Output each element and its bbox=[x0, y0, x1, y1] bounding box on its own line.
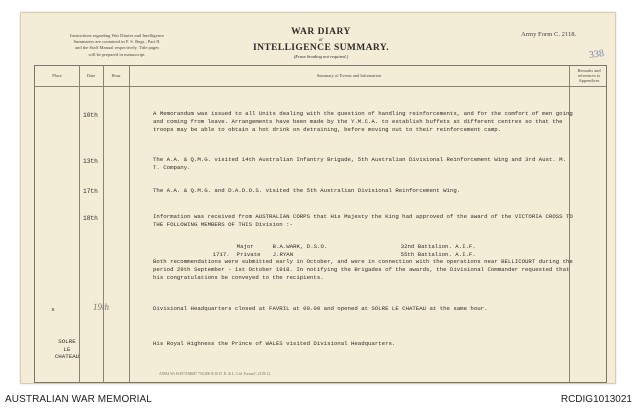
diary-title bbox=[221, 27, 421, 59]
title-or: or bbox=[318, 38, 324, 43]
award-number: 1717. bbox=[212, 251, 230, 258]
entry-date: 10th bbox=[83, 112, 98, 119]
folio-stamp: 338 bbox=[588, 48, 605, 61]
entry-date: 13th bbox=[83, 158, 98, 165]
place-line: SOLRE bbox=[58, 338, 76, 345]
instructions-line: will be prepared in manuscript. bbox=[88, 51, 146, 57]
entry-text: Information was received from AUSTRALIAN CORPS that His Majesty the King had approved of the award of the VICTORIA CROSS TO THE FOLLOWING MEMBERS OF THIS Division :- bbox=[153, 213, 573, 228]
place-line: CHATEAU bbox=[54, 353, 80, 361]
award-name: B.A.WARK, D.S.O. bbox=[272, 243, 328, 250]
column-header-summary: Summary of Events and Information bbox=[316, 73, 382, 78]
entry-text: The A.A. & Q.M.G. and D.A.D.O.S. visited the 5th Australian Divisional Reinforcement Wing. bbox=[153, 187, 461, 194]
place-line: LE bbox=[63, 345, 71, 353]
entry-text: Divisional Headquarters closed at FAVRIL at 09.00 and opened at SOLRE LE CHATEAU at the same hour. bbox=[153, 305, 488, 312]
column-header-remarks: Remarks and references to Appendices bbox=[577, 68, 601, 83]
column-divider bbox=[129, 66, 130, 382]
award-unit: 32nd Battalion. A.I.F. bbox=[400, 243, 476, 250]
entry-text: Both recommendations were submitted early in October, and were in connection with the operations near BELLICOURT during the period 29th September - 1st October 1918. In notifying the Brigades of the awards, the Divisional Commander requested that his congratulations be conveyed to the recipients. bbox=[153, 258, 573, 281]
award-rank: Private bbox=[236, 251, 261, 258]
instructions-note bbox=[37, 33, 197, 58]
pencil-annotation: 19th bbox=[93, 302, 110, 312]
entry-date: 17th bbox=[83, 188, 98, 195]
column-header-date: Date bbox=[86, 73, 96, 78]
title-intelligence-summary: INTELLIGENCE SUMMARY. bbox=[253, 43, 389, 53]
column-header-place: Place bbox=[52, 73, 62, 78]
award-name: J.RYAN bbox=[272, 251, 294, 258]
header-rule bbox=[35, 86, 606, 87]
instructions-line: Summaries are contained in F. S. Regs., Part II. bbox=[73, 39, 161, 45]
printer-footnote: A5834 Wt W4973/M687 750,000 8/16 D. D. & L. Ltd. Forms/C.2118/12. bbox=[159, 372, 272, 376]
entry-text: His Royal Highness the Prince of WALES visited Divisional Headquarters. bbox=[153, 340, 396, 347]
instructions-line: Instructions regarding War Diaries and Intelligence bbox=[69, 33, 165, 38]
diary-page bbox=[20, 12, 616, 384]
award-unit: 55th Battalion. A.I.F. bbox=[400, 251, 476, 258]
title-erase-note: (Erase heading not required.) bbox=[293, 54, 349, 59]
entry-text: The A.A. & Q.M.G. visited 14th Australian Infantry Brigade, 5th Australian Divisional Reinforcement Wing and 3rd Aust. M. T. Company. bbox=[153, 156, 566, 171]
entry-date: 18th bbox=[83, 215, 98, 222]
title-war-diary: WAR DIARY bbox=[291, 27, 351, 37]
column-divider bbox=[103, 66, 104, 382]
column-header-hour: Hour bbox=[111, 73, 121, 78]
place-solre-le-chateau bbox=[49, 338, 85, 361]
instructions-line: and the Staff Manual respectively. Title pages bbox=[75, 45, 159, 51]
place-marker: x bbox=[51, 306, 55, 313]
column-divider bbox=[79, 66, 80, 382]
archive-caption: AUSTRALIAN WAR MEMORIAL bbox=[5, 394, 152, 405]
archive-reference: RCDIG1013021 bbox=[560, 394, 632, 405]
award-rank: Major bbox=[236, 243, 254, 250]
army-form-number: Army Form C. 2118. bbox=[521, 31, 577, 38]
entry-text: A Memorandum was issued to all Units dealing with the question of handling reinforcements, and for the comfort of men going and coming from leave. Arrangements have been made by the Y.M.C.A. to establish buffets at different centres so that the troops may be able to obtain a hot drink on detraining, before moving out to their reinforcement camp. bbox=[153, 110, 573, 133]
